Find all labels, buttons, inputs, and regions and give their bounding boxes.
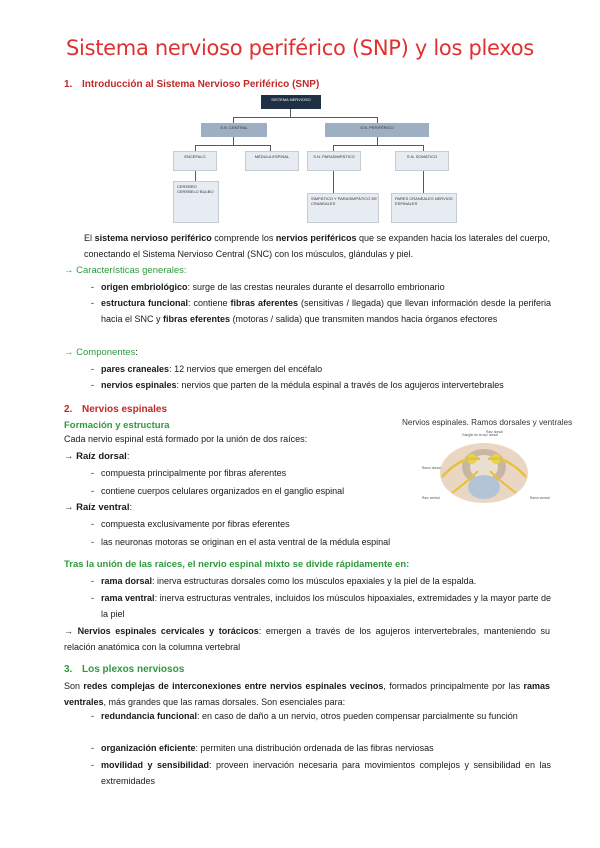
plexus-paragraph: Son redes complejas de interconexiones entre nervios espinales vecinos, formados principalmente por las ramas ventrales, más grandes que las ramas dorsales. Son esenciales para: bbox=[64, 681, 551, 707]
nervous-system-diagram bbox=[173, 93, 453, 228]
list-item: - organización eficiente: permiten una distribución ordenada de las fibras nerviosas bbox=[91, 743, 434, 753]
characteristics-label: → Características generales: bbox=[64, 265, 187, 276]
page-title: Sistema nervioso periférico (SNP) y los plexos bbox=[66, 36, 534, 60]
arrow-icon: → bbox=[64, 451, 74, 462]
figure-label: Raíz ventral bbox=[422, 496, 440, 500]
section-3-heading: 3. Los plexos nerviosos bbox=[64, 664, 185, 675]
arrow-icon: → bbox=[64, 265, 74, 276]
section-1-heading bbox=[64, 79, 319, 90]
arrow-icon: → bbox=[64, 502, 74, 513]
list-item: - nervios espinales: nervios que parten de la médula espinal a través de los agujeros intervertebrales bbox=[91, 380, 504, 390]
diagram-cerebro: CEREBRO CEREBELO BULBO bbox=[173, 181, 219, 223]
cervical-thoracic-paragraph: → Nervios espinales cervicales y torácicos: emergen a través de los agujeros intervertebrales, manteniendo su relación anatómica con la columna vertebral bbox=[64, 626, 550, 652]
diagram-medula: MÉDULA ESPINAL bbox=[245, 151, 299, 171]
diagram-central: S.N. CENTRAL bbox=[201, 123, 267, 137]
dorsal-root-label: → Raíz dorsal: bbox=[64, 451, 130, 462]
diagram-simpatico: SIMPÁTICO Y PARASIMPÁTICO DE CRANEALES bbox=[307, 193, 379, 223]
diagram-pares: PARES CRANEALES NERVIOS ESPINALES bbox=[391, 193, 457, 223]
diagram-root: SISTEMA NERVIOSO bbox=[261, 95, 321, 109]
list-item: - redundancia funcional: en caso de daño a un nervio, otros pueden compensar parcialmente su función bbox=[91, 711, 518, 721]
diagram-peripheral: S.N. PERIFÉRICO bbox=[325, 123, 429, 137]
arrow-icon: → bbox=[64, 626, 73, 636]
figure-label: Ramo dorsal bbox=[422, 466, 441, 470]
list-item: - pares craneales: 12 nervios que emergen del encéfalo bbox=[91, 364, 323, 374]
list-item: - contiene cuerpos celulares organizados en el ganglio espinal bbox=[91, 486, 345, 496]
list-item: - compuesta principalmente por fibras aferentes bbox=[91, 468, 287, 478]
figure-label: Ramo ventral bbox=[530, 496, 550, 500]
components-label: → Componentes: bbox=[64, 347, 138, 358]
figure-label: Raíz dorsal bbox=[486, 430, 503, 434]
section-2-heading: 2. Nervios espinales bbox=[64, 404, 168, 415]
list-item: - estructura funcional: contiene fibras aferentes (sensitivas / llegada) que llevan información desde la periferia hacia el SNC y fibras eferentes (motoras / salida) que transmiten mandos hacia órganos efectores bbox=[91, 298, 551, 324]
figure-title: Nervios espinales. Ramos dorsales y ventrales bbox=[402, 418, 573, 427]
division-label: Tras la unión de las raíces, el nervio espinal mixto se divide rápidamente en: bbox=[64, 559, 410, 570]
arrow-icon: → bbox=[64, 347, 74, 358]
list-item: - origen embriológico: surge de las crestas neurales durante el desarrollo embrionario bbox=[91, 282, 445, 292]
paragraph: Cada nervio espinal está formado por la unión de dos raíces: bbox=[64, 434, 308, 444]
list-item: - las neuronas motoras se originan en el asta ventral de la médula espinal bbox=[91, 537, 391, 547]
diagram-encefalo: ENCÉFALO bbox=[173, 151, 217, 171]
diagram-somatico: S.N. SOMÁTICO bbox=[395, 151, 449, 171]
diagram-parasimpatico: S.N. PARASIMPÁTICO bbox=[307, 151, 361, 171]
section-title: Introducción al Sistema Nervioso Periférico (SNP) bbox=[82, 79, 320, 90]
list-item: - compuesta exclusivamente por fibras eferentes bbox=[91, 519, 290, 529]
subheading: Formación y estructura bbox=[64, 420, 170, 431]
intro-paragraph: El sistema nervioso periférico comprende los nervios periféricos que se expanden hacia los laterales del cuerpo, conectando el Sistema Nervioso Central (SNC) con los músculos, glándulas y piel. bbox=[84, 233, 550, 259]
list-item: - movilidad y sensibilidad: proveen inervación necesaria para movimientos complejos y sensibilidad en las extremidades bbox=[91, 760, 551, 786]
figure-label: Ganglio de la raíz dorsal bbox=[462, 433, 498, 437]
list-item: - rama dorsal: inerva estructuras dorsales como los músculos epaxiales y la piel de la espalda. bbox=[91, 576, 477, 586]
spinal-nerve-figure bbox=[402, 415, 580, 515]
list-item: - rama ventral: inerva estructuras ventrales, incluidos los músculos hipoaxiales, extremidades y la mayor parte de la piel bbox=[91, 593, 552, 619]
ventral-root-label: → Raíz ventral: bbox=[64, 502, 133, 513]
section-number: 1. bbox=[64, 79, 73, 90]
